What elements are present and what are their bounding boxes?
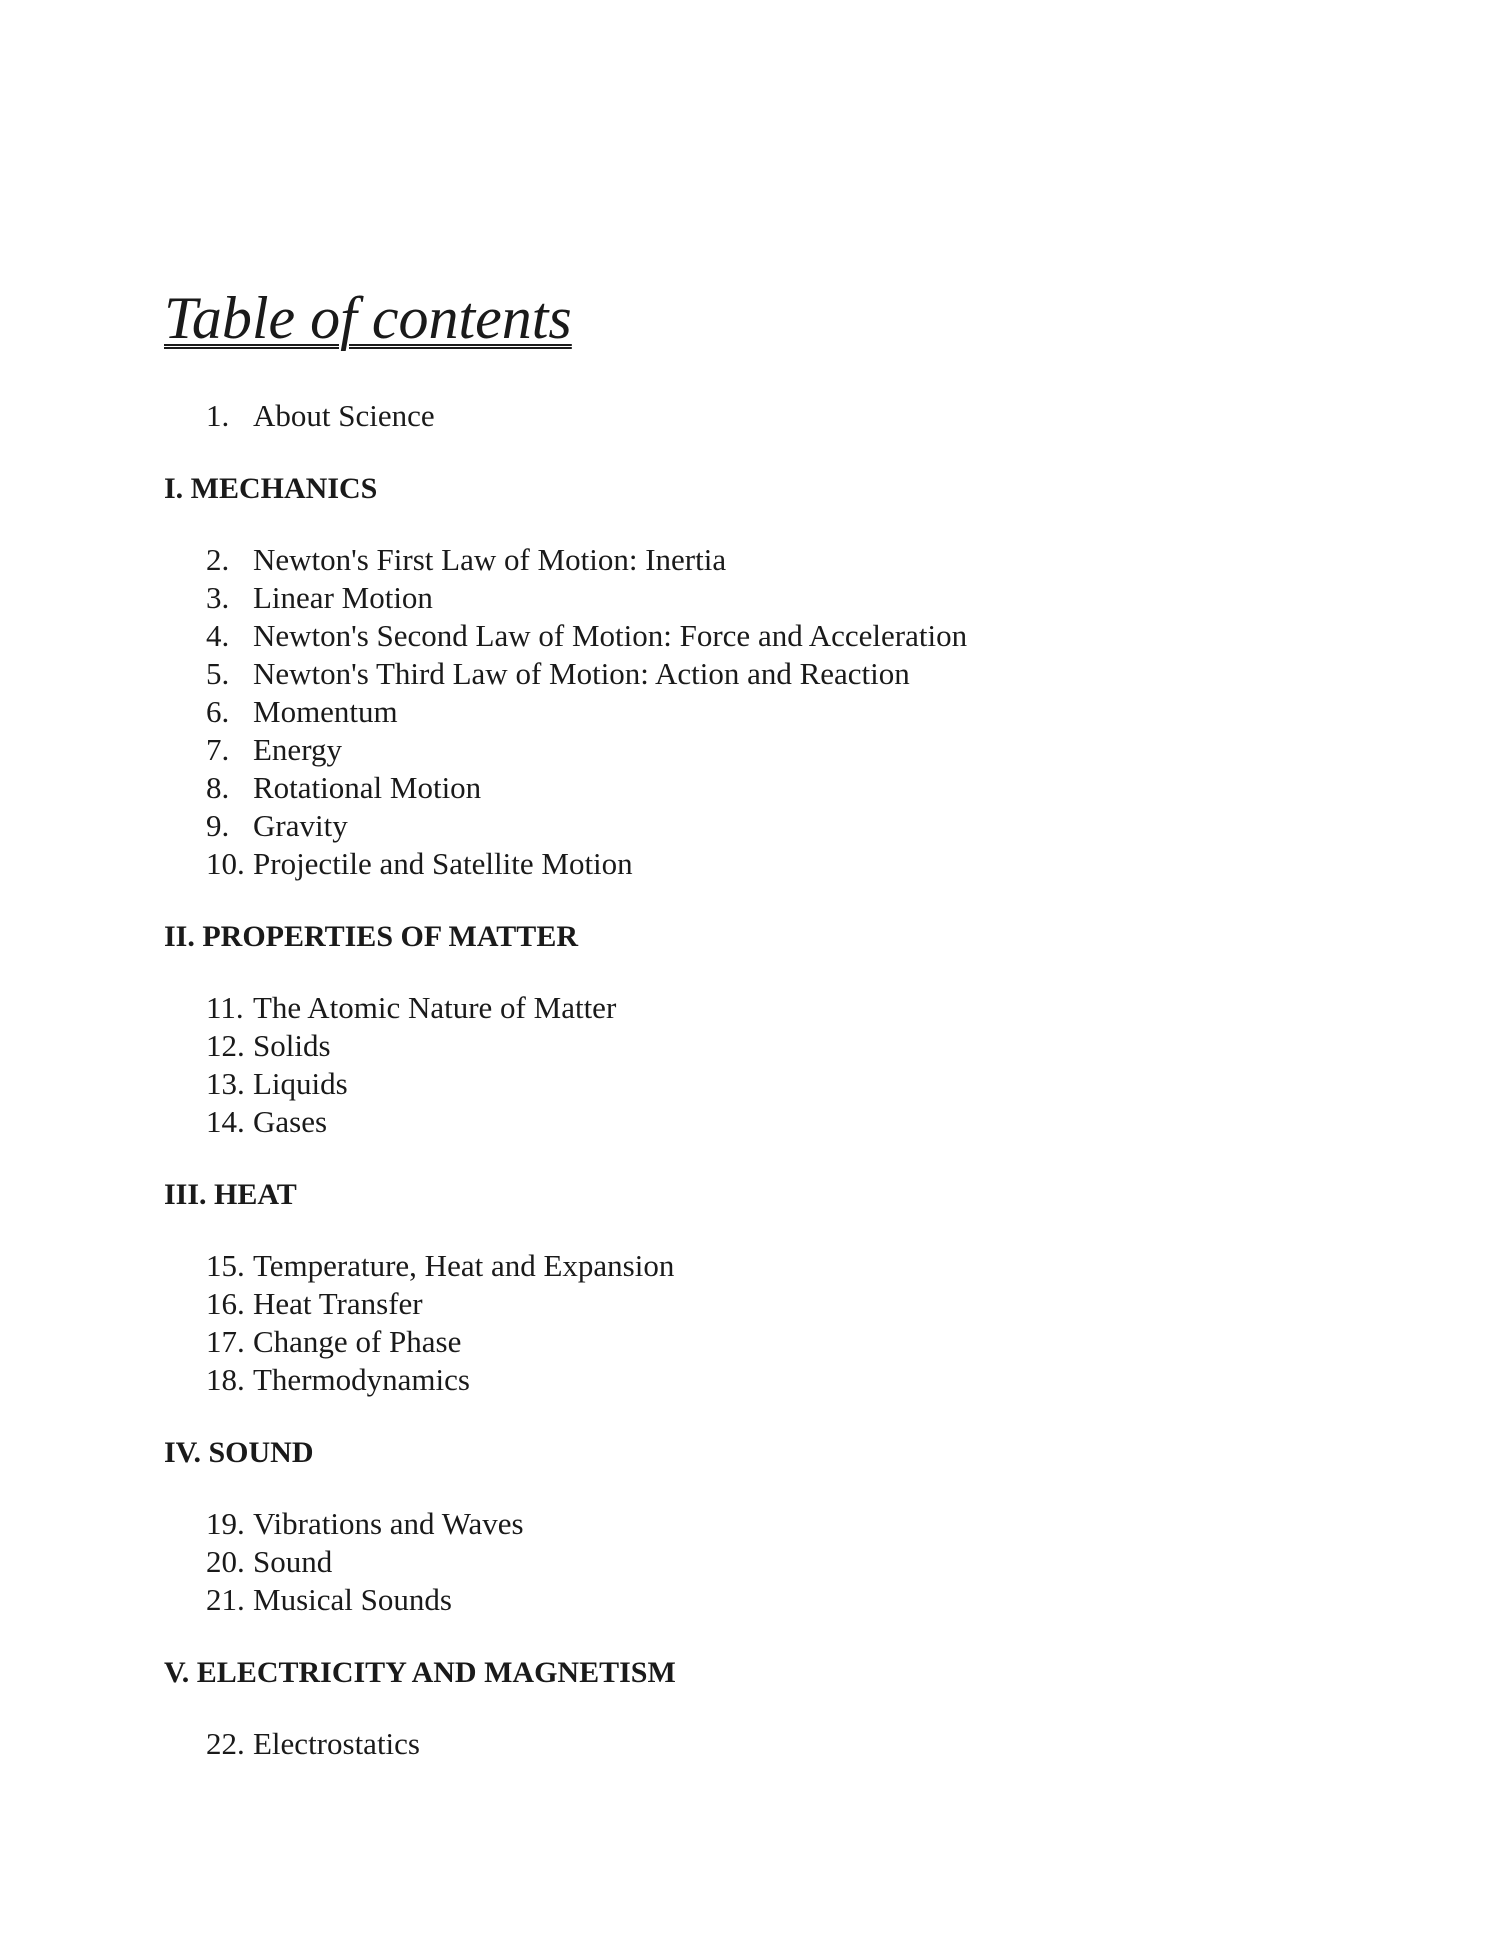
toc-item-label: Newton's Third Law of Motion: Action and Reaction (253, 656, 910, 691)
toc-item-label: About Science (253, 398, 435, 433)
toc-item-number: 8. (206, 770, 230, 805)
section-heading-properties-of-matter: II. PROPERTIES OF MATTER (164, 920, 578, 953)
toc-item-label: Momentum (253, 694, 398, 729)
toc-item-number: 4. (206, 618, 230, 653)
toc-item-label: Projectile and Satellite Motion (253, 846, 633, 881)
toc-item-number: 1. (206, 398, 230, 433)
toc-item-label: Thermodynamics (253, 1362, 470, 1397)
toc-item-label: Vibrations and Waves (253, 1506, 524, 1541)
toc-item-number: 18. (206, 1362, 245, 1397)
toc-item-label: Musical Sounds (253, 1582, 452, 1617)
toc-item-label: The Atomic Nature of Matter (253, 990, 617, 1025)
toc-item-label: Rotational Motion (253, 770, 482, 805)
toc-item-label: Electrostatics (253, 1726, 420, 1761)
toc-item-number: 21. (206, 1582, 245, 1617)
toc-item-label: Solids (253, 1028, 331, 1063)
toc-item-label: Energy (253, 732, 342, 767)
section-heading-sound: IV. SOUND (164, 1436, 314, 1469)
section-heading-electricity-and-magnetism: V. ELECTRICITY AND MAGNETISM (164, 1656, 676, 1689)
toc-item-number: 11. (206, 990, 244, 1025)
toc-item-number: 7. (206, 732, 230, 767)
toc-item-label: Linear Motion (253, 580, 433, 615)
toc-item-number: 3. (206, 580, 230, 615)
toc-item-number: 15. (206, 1248, 245, 1283)
toc-item-number: 2. (206, 542, 230, 577)
toc-item-label: Liquids (253, 1066, 348, 1101)
page-title: Table of contents (164, 285, 572, 351)
toc-item-number: 5. (206, 656, 230, 691)
toc-item-label: Newton's Second Law of Motion: Force and Acceleration (253, 618, 968, 653)
toc-item-number: 20. (206, 1544, 245, 1579)
toc-item-number: 22. (206, 1726, 245, 1761)
toc-item-label: Gravity (253, 808, 348, 843)
toc-item-number: 12. (206, 1028, 245, 1063)
section-heading-heat: III. HEAT (164, 1178, 297, 1211)
toc-item-number: 14. (206, 1104, 245, 1139)
toc-item-number: 6. (206, 694, 230, 729)
toc-item-number: 16. (206, 1286, 245, 1321)
toc-item-number: 13. (206, 1066, 245, 1101)
toc-item-number: 10. (206, 846, 245, 881)
toc-item-number: 17. (206, 1324, 245, 1359)
toc-item-label: Sound (253, 1544, 333, 1579)
toc-item-label: Heat Transfer (253, 1286, 423, 1321)
section-heading-mechanics: I. MECHANICS (164, 472, 378, 505)
toc-item-label: Change of Phase (253, 1324, 462, 1359)
toc-item-number: 19. (206, 1506, 245, 1541)
toc-item-number: 9. (206, 808, 230, 843)
toc-item-label: Gases (253, 1104, 328, 1139)
toc-item-label: Temperature, Heat and Expansion (253, 1248, 675, 1283)
toc-item-label: Newton's First Law of Motion: Inertia (253, 542, 727, 577)
